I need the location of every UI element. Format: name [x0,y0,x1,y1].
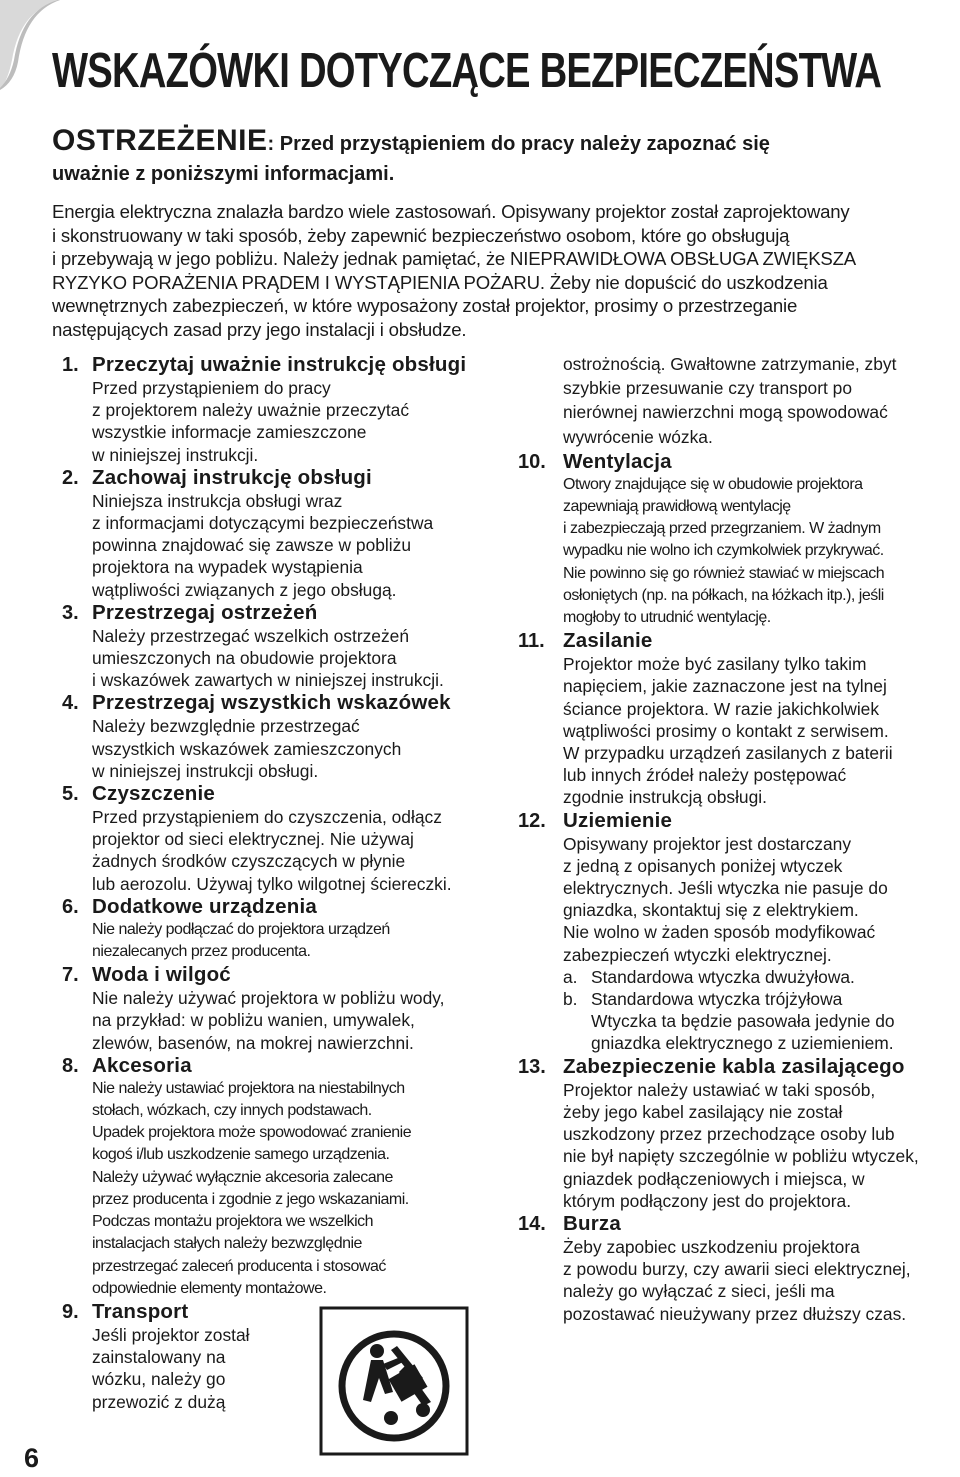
safety-item [52,353,492,466]
intro-line: i skonstruowany w taki sposób, żeby zapewnić bezpieczeństwo osobom, które go obsługują [52,224,790,246]
item-heading: Transport [92,1299,189,1323]
item-heading: Burza [563,1211,621,1235]
item-text-line: w niniejszej instrukcji obsługi. [92,760,319,781]
item-text-line: napięciem, jakie zaznaczone jest na tylnej [563,676,887,697]
item-text-line: powinna znajdować się zawsze w pobliżu [92,535,412,556]
item-text-line: osłoniętych (np. na półkach, na łóżkach itp.), jeśli [563,586,884,604]
item-text-line: z jedną z opisanych poniżej wtyczek [563,855,843,876]
item-text-line: przestrzegać zaleceń producenta i stosować [92,1257,386,1275]
continuation-line: nierównej nawierzchni mogą spowodować [563,402,888,423]
item-text-line: gniazdek podłączeniowych i miejsca, w [563,1168,865,1189]
item-heading: Akcesoria [92,1053,192,1077]
continuation-line: szybkie przesuwanie czy transport po [563,378,853,399]
item-number: 13. [518,1055,546,1078]
item-text-line: Należy używać wyłącznie akcesoria zalecane [92,1168,393,1186]
item-text-line: pozostawać nieużywany przez dłuższy czas. [563,1303,907,1324]
item-text-line: Nie powinno się go również stawiać w miejscach [563,564,885,582]
item-text-line: Przed przystąpieniem do czyszczenia, odłącz [92,807,442,828]
item-text-line: Nie należy używać projektora w pobliżu wody, [92,988,445,1009]
item-text-line: zlewów, basenów, na mokrej nawierzchni. [92,1032,414,1053]
item-text-line: elektrycznych. Jeśli wtyczka nie pasuje do [563,878,888,899]
safety-item [518,809,958,1055]
item-text-line: Projektor może być zasilany tylko takim [563,654,867,675]
item-heading: Uziemienie [563,808,673,832]
item-text-line: Nie należy podłączać do projektora urządzeń [92,920,390,938]
item-number: 14. [518,1212,546,1235]
item-text-line: i zabezpieczają przed przegrzaniem. W żadnym [563,520,881,538]
item-text-line: stołach, wózkach, czy innych podstawach. [92,1102,372,1120]
item-text-line: Upadek projektora może spowodować zranienie [92,1124,412,1142]
warning-line-2: uważnie z poniższymi informacjami. [52,163,395,185]
continuation-line: wywrócenie wózka. [563,426,713,447]
item-text-line: zainstalowany na [92,1347,226,1368]
item-heading: Przestrzegaj ostrzeżeń [92,600,318,624]
item-text-line: uszkodzony przez przechodzące osoby lub [563,1124,895,1145]
item-text-line: Projektor należy ustawiać w taki sposób, [563,1079,876,1100]
item-text-line: w niniejszej instrukcji. [92,444,259,465]
item-text-line: niezalecanych przez producenta. [92,943,311,961]
item-text-line: Przed przystąpieniem do pracy [92,378,331,398]
item-heading: Wentylacja [563,449,672,473]
item-text-line: instalacjach stałych należy bezwzględnie [92,1235,362,1253]
safety-item [518,1055,958,1212]
sub-item-line: Standardowa wtyczka dwużyłowa. [591,966,855,987]
item-number: 3. [62,601,79,624]
item-text-line: zapewniają prawidłową wentylację [563,498,791,516]
item-text-line: Niniejsza instrukcja obsługi wraz [92,490,343,511]
intro-paragraph [52,200,947,342]
safety-item [52,782,492,895]
item-text-line: zabezpieczeń wtyczki elektrycznej. [563,944,832,965]
item-text-line: wypadku nie wolno ich czymkolwiek przykrywać. [563,542,884,560]
item-number: 1. [62,354,79,376]
item-heading: Dodatkowe urządzenia [92,894,317,918]
item-heading: Czyszczenie [92,782,215,806]
item-number: 8. [62,1054,79,1077]
item-text-line: kogoś i/lub uszkodzenie samego urządzenia. [92,1146,390,1164]
intro-line: RYZYKO PORAŻENIA PRĄDEM I WYSTĄPIENIA POŻARU. Żeby nie dopuścić do uszkodzenia [52,271,828,293]
right-column [518,353,958,1325]
item-heading: Zachowaj instrukcję obsługi [92,465,372,489]
sub-item-letter: a. [563,966,578,987]
item-number: 9. [62,1300,79,1323]
item-text-line: i wskazówek zawartych w niniejszej instrukcji. [92,670,444,691]
item-text-line: Żeby zapobiec uszkodzeniu projektora [563,1236,860,1257]
item-text-line: W przypadku urządzeń zasilanych z baterii [563,743,893,764]
item-text-line: Należy przestrzegać wszelkich ostrzeżeń [92,625,410,646]
item-text-line: żadnych środków czyszczących w płynie [92,851,406,872]
continuation-line: ostrożnością. Gwałtowne zatrzymanie, zbyt [563,354,897,374]
item-heading: Zabezpieczenie kabla zasilającego [563,1054,905,1078]
warning-line-1: : Przed przystąpieniem do pracy należy zapoznać się [267,133,770,155]
item-heading: Zasilanie [563,629,653,653]
item-text-line: Otwory znajdujące się w obudowie projektora [563,475,863,493]
item-heading: Przeczytaj uważnie instrukcję obsługi [92,353,467,376]
item-number: 2. [62,466,79,489]
item-text-line: ściance projektora. W razie jakichkolwiek [563,698,880,719]
item-text-line: wózku, należy go [92,1369,226,1390]
item-text-line: Jeśli projektor został [92,1324,250,1345]
item-text-line: należy go wyłączać z sieci, jeśli ma [563,1281,835,1302]
left-column [52,353,492,1413]
page-number: 6 [24,1443,40,1473]
item-text-line: umieszczonych na obudowie projektora [92,648,397,669]
warning-label: OSTRZEŻENIE [52,124,268,157]
item-number: 7. [62,964,79,987]
item-text-line: Należy bezwzględnie przestrzegać [92,716,360,737]
item-text-line: Opisywany projektor jest dostarczany [563,833,852,854]
item-text-line: z projektorem należy uważnie przeczytać [92,400,410,421]
safety-item [52,963,492,1054]
warning-heading [52,126,932,189]
sub-item-line: Wtyczka ta będzie pasowała jedynie do [591,1011,895,1032]
item-number: 10. [518,450,546,473]
item-text-line: wątpliwości prosimy o kontakt z serwisem. [563,720,889,741]
item-number: 12. [518,809,546,832]
item-number: 11. [518,630,545,653]
sub-item [563,966,958,988]
item-text-line: na przykład: w pobliżu wanien, umywalek, [92,1010,415,1031]
intro-line: Energia elektryczna znalazła bardzo wiele zastosowań. Opisywany projektor został zaprojektowany [52,201,850,222]
sub-item-line: gniazdka elektrycznego z uziemieniem. [591,1033,894,1054]
item-text-line: gniazdka, skontaktuj się z elektrykiem. [563,900,859,921]
item-number: 5. [62,783,79,806]
page-title: WSKAZÓWKI DOTYCZĄCE BEZPIECZEŃSTWA [52,44,882,98]
sub-item-letter: b. [563,989,578,1010]
safety-item [52,1054,492,1300]
item-text-line: mogłoby to utrudnić wentylację. [563,609,771,627]
safety-item [518,450,958,629]
item-text-line: wszystkie informacje zamieszczone [92,422,367,443]
item-text-line: lub aerozolu. Używaj tylko wilgotnej ściereczki. [92,873,452,894]
safety-item [52,601,492,692]
safety-item [52,1300,492,1413]
safety-item [52,895,492,963]
item-text-line: przewozić z dużą [92,1391,226,1412]
intro-line: wewnętrznych zabezpieczeń, w które wyposażony został projektor, prosimy o przestrzeganie [52,295,798,317]
item-text-line: z informacjami dotyczącymi bezpieczeństwa [92,513,434,534]
item-text-line: z powodu burzy, czy awarii sieci elektrycznej, [563,1259,911,1280]
item-heading: Woda i wilgoć [92,963,231,987]
item-text-line: lub innych źródeł należy postępować [563,765,847,786]
item-text-line: Nie wolno w żaden sposób modyfikować [563,922,876,943]
sub-item [563,988,958,1055]
item-number: 6. [62,895,79,918]
safety-item [52,691,492,782]
safety-item [518,1212,958,1325]
item-text-line: Nie należy ustawiać projektora na niestabilnych [92,1079,405,1097]
safety-item [518,629,958,808]
item-text-line: zgodnie instrukcją obsługi. [563,787,767,808]
item-text-line: wątpliwości związanych z jego obsługą. [92,579,397,600]
intro-line: następujących zasad przy jego instalacji i obsłudze. [52,318,467,340]
item-text-line: żeby jego kabel zasilający nie został [563,1101,843,1122]
safety-item [52,466,492,601]
item-text-line: projektora na wypadek wystąpienia [92,557,363,578]
item-number: 4. [62,692,79,715]
item-text-line: nie był napięty szczególnie w pobliżu wtyczek, [563,1146,919,1167]
item-heading: Przestrzegaj wszystkich wskazówek [92,691,451,715]
item-text-line: Podczas montażu projektora we wszelkich [92,1213,374,1231]
intro-line: i przebywają w jego pobliżu. Należy jednak pamiętać, że NIEPRAWIDŁOWA OBSŁUGA ZWIĘKSZA [52,248,856,270]
item-text-line: którym podłączony jest do projektora. [563,1190,852,1211]
item-text-line: przez producenta i zgodnie z jego wskazaniami. [92,1190,409,1208]
item-text-line: projektor od sieci elektrycznej. Nie używaj [92,829,414,850]
sub-item-line: Standardowa wtyczka trójżyłowa [591,989,843,1010]
item-text-line: wszystkich wskazówek zamieszczonych [92,738,402,759]
item-text-line: odpowiednie elementy montażowe. [92,1279,327,1297]
cart-tip-over-warning-icon [319,1306,469,1456]
corner-swoosh-decoration [0,0,60,90]
